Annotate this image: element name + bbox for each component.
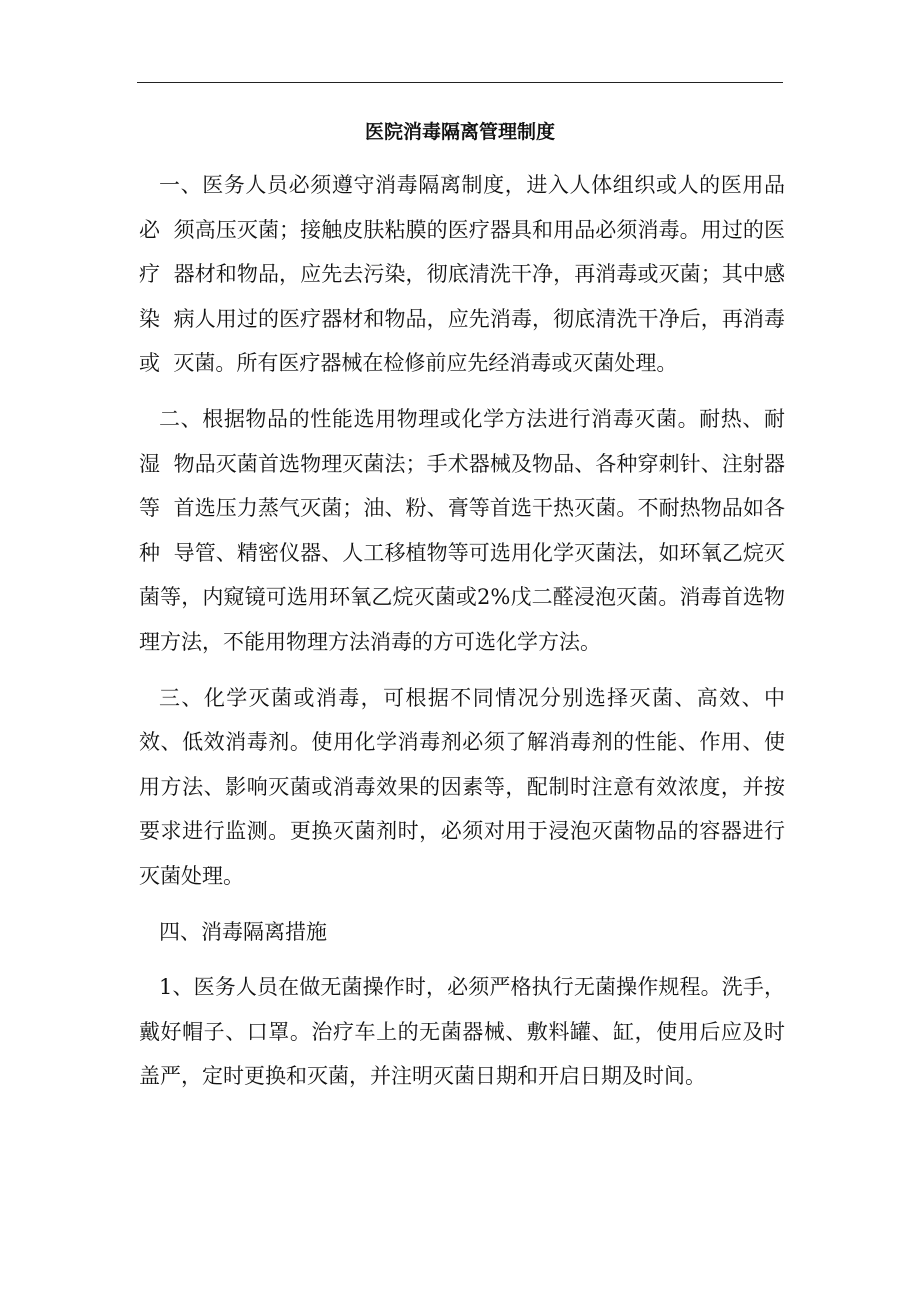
document-body bbox=[139, 163, 799, 1110]
paragraph-1: 一、医务人员必须遵守消毒隔离制度，进入人体组织或人的医用品必 须高压灭菌；接触皮肤粘膜的医疗器具和用品必须消毒。用过的医疗 器材和物品，应先去污染，彻底清洗干净，再消毒或灭菌；其中感染 病人用过的医疗器材和物品，应先消毒，彻底清洗干净后，再消毒或 灭菌。所有医疗器械在检修前应先经消毒或灭菌处理。 bbox=[139, 173, 785, 376]
section-heading-4: 四、消毒隔离措施 bbox=[159, 919, 327, 944]
header-rule bbox=[137, 82, 783, 83]
paragraph-5: 1、医务人员在做无菌操作时，必须严格执行无菌操作规程。洗手，戴好帽子、口罩。治疗车上的无菌器械、敷料罐、缸，使用后应及时盖严，定时更换和灭菌，并注明灭菌日期和开启日期及时间。 bbox=[139, 975, 785, 1089]
paragraph-2: 二、根据物品的性能选用物理或化学方法进行消毒灭菌。耐热、耐湿 物品灭菌首选物理灭菌法；手术器械及物品、各种穿刺针、注射器等 首选压力蒸气灭菌；油、粉、膏等首选干热灭菌。不耐热物品如各种 导管、精密仪器、人工移植物等可选用化学灭菌法，如环氧乙烷灭菌等，内窥镜可选用环氧乙烷灭菌或2%戊二醛浸泡灭菌。消毒首选物 理方法，不能用物理方法消毒的方可选化学方法。 bbox=[139, 406, 799, 654]
paragraph-3: 三、化学灭菌或消毒，可根据不同情况分别选择灭菌、高效、中效、低效消毒剂。使用化学消毒剂必须了解消毒剂的性能、作用、使用方法、影响灭菌或消毒效果的因素等，配制时注意有效浓度，并按要求进行监测。更换灭菌剂时，必须对用于浸泡灭菌物品的容器进行灭菌处理。 bbox=[139, 685, 785, 888]
document-title: 医院消毒隔离管理制度 bbox=[364, 121, 555, 143]
